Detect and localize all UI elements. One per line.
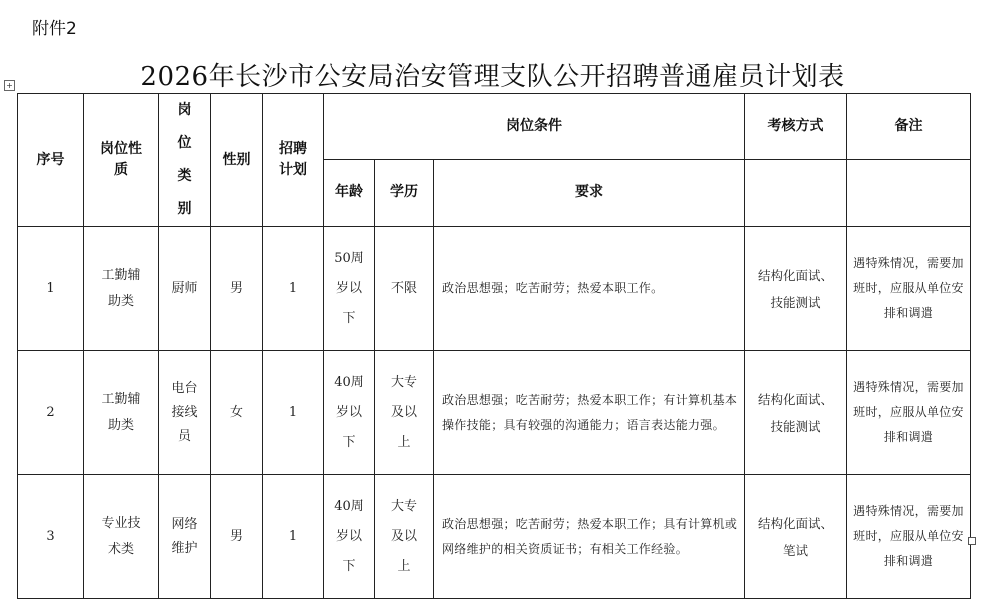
cell-gender: 男 [211, 227, 263, 351]
header-post-nature: 岗位性质 [84, 94, 159, 227]
cell-education: 大专及以上 [375, 351, 434, 475]
cell-plan: 1 [263, 475, 324, 599]
cell-seq: 3 [18, 475, 84, 599]
cell-education: 大专及以上 [375, 475, 434, 599]
table-move-handle-icon[interactable]: + [4, 80, 15, 91]
cell-age: 50周岁以下 [324, 227, 375, 351]
cell-post-category: 电台接线员 [159, 351, 211, 475]
cell-seq: 1 [18, 227, 84, 351]
header-gender: 性别 [211, 94, 263, 227]
document-title: 2026年长沙市公安局治安管理支队公开招聘普通雇员计划表 [140, 62, 845, 92]
cell-education: 不限 [375, 227, 434, 351]
cell-gender: 女 [211, 351, 263, 475]
table-row [18, 475, 971, 599]
header-remarks-blank [847, 159, 971, 226]
table-row [18, 351, 971, 475]
header-plan: 招聘计划 [263, 94, 324, 227]
cell-post-category: 网络维护 [159, 475, 211, 599]
cell-post-nature: 工勤辅助类 [84, 227, 159, 351]
header-remarks: 备注 [847, 94, 971, 160]
cell-age: 40周岁以下 [324, 351, 375, 475]
table-row [18, 227, 971, 351]
header-seq: 序号 [18, 94, 84, 227]
cell-seq: 2 [18, 351, 84, 475]
cell-plan: 1 [263, 351, 324, 475]
cell-age: 40周岁以下 [324, 475, 375, 599]
header-age: 年龄 [324, 159, 375, 226]
attachment-label: 附件2 [32, 19, 77, 39]
cell-assessment: 结构化面试、技能测试 [745, 351, 847, 475]
table-resize-handle-icon[interactable] [968, 537, 976, 545]
cell-requirements: 政治思想强；吃苦耐劳；热爱本职工作；具有计算机或网络维护的相关资质证书；有相关工作经验。 [434, 475, 745, 599]
cell-plan: 1 [263, 227, 324, 351]
cell-post-nature: 工勤辅助类 [84, 351, 159, 475]
cell-post-category: 厨师 [159, 227, 211, 351]
cell-requirements: 政治思想强；吃苦耐劳；热爱本职工作。 [434, 227, 745, 351]
header-education: 学历 [375, 159, 434, 226]
cell-assessment: 结构化面试、笔试 [745, 475, 847, 599]
cell-assessment: 结构化面试、技能测试 [745, 227, 847, 351]
header-post-category: 岗位类别 [159, 94, 211, 227]
cell-requirements: 政治思想强；吃苦耐劳；热爱本职工作；有计算机基本操作技能；具有较强的沟通能力；语言表达能力强。 [434, 351, 745, 475]
header-conditions: 岗位条件 [324, 94, 745, 160]
cell-gender: 男 [211, 475, 263, 599]
cell-post-nature: 专业技术类 [84, 475, 159, 599]
header-assessment: 考核方式 [745, 94, 847, 160]
header-assessment-blank [745, 159, 847, 226]
cell-remarks: 遇特殊情况，需要加班时，应服从单位安排和调遣 [847, 475, 971, 599]
cell-remarks: 遇特殊情况，需要加班时，应服从单位安排和调遣 [847, 227, 971, 351]
cell-remarks: 遇特殊情况，需要加班时，应服从单位安排和调遣 [847, 351, 971, 475]
header-requirements: 要求 [434, 159, 745, 226]
header-row-top [18, 94, 971, 160]
recruitment-plan-table [17, 93, 971, 599]
